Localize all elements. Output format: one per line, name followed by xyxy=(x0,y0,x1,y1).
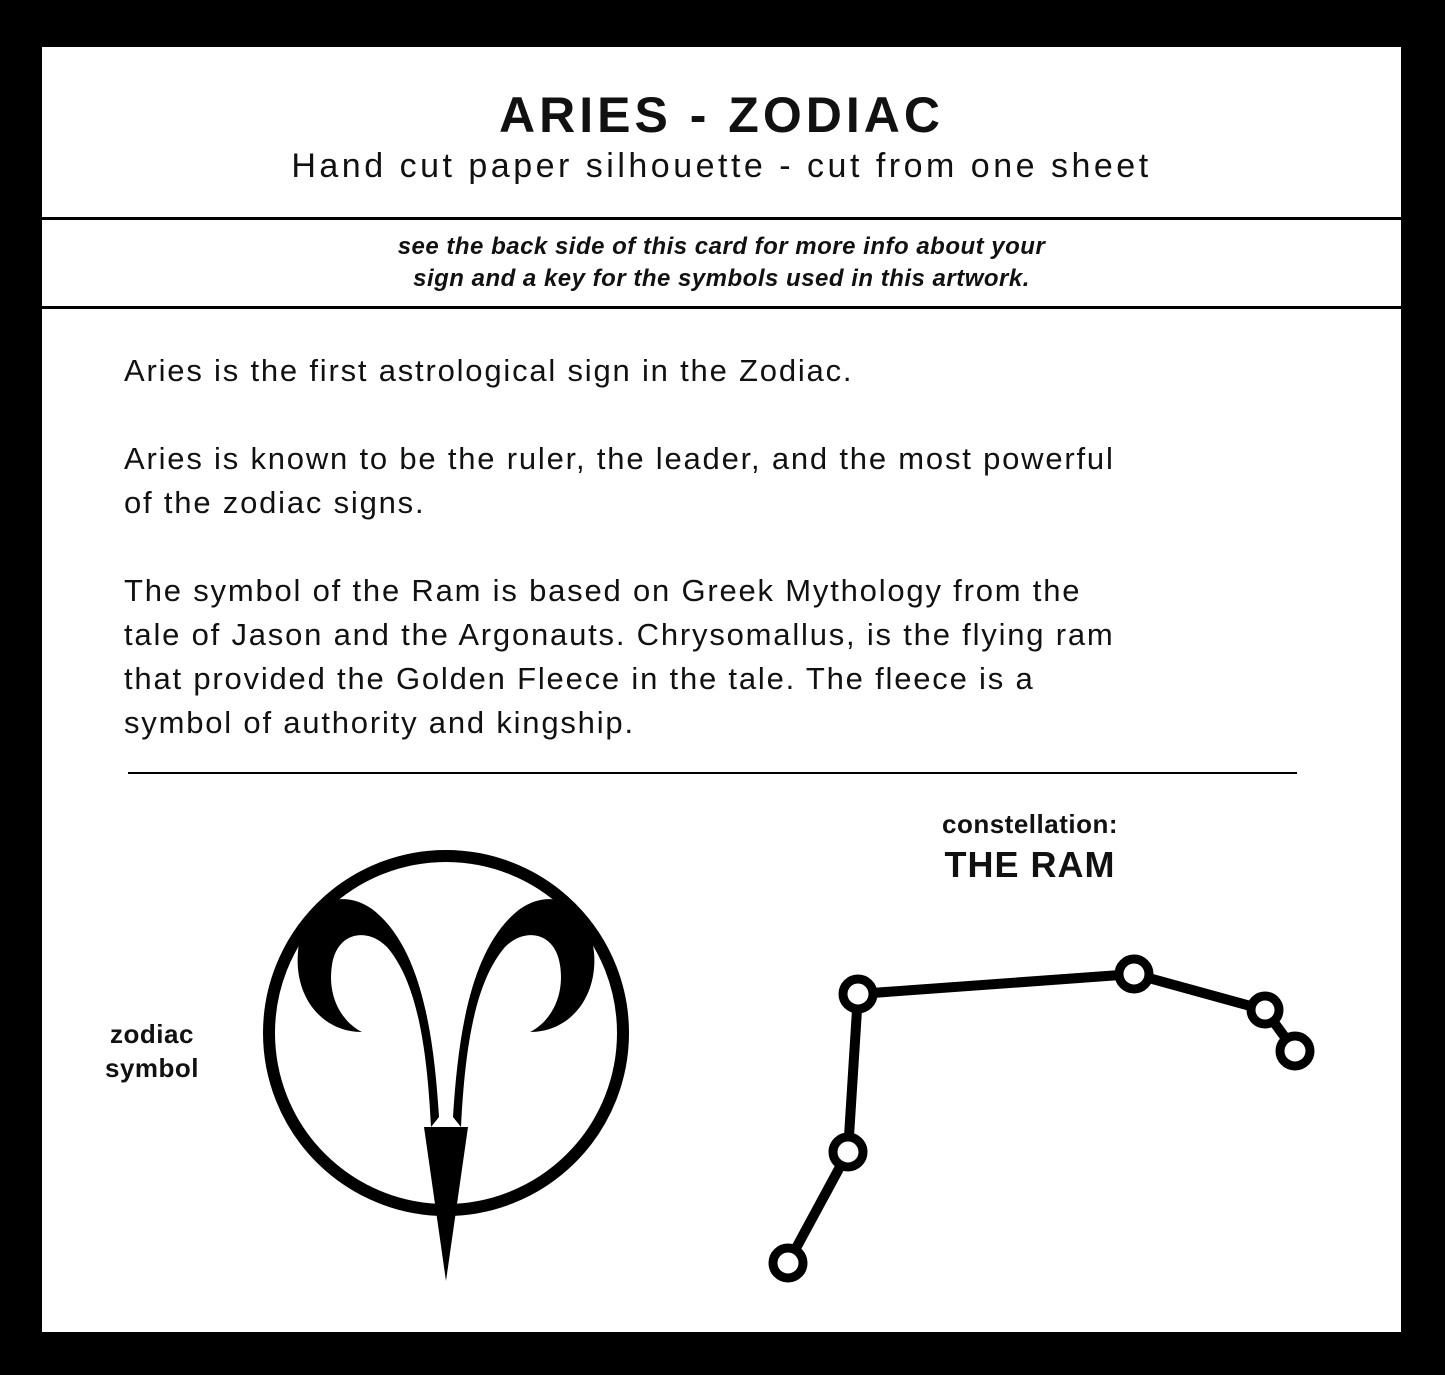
paragraph-ruler-line-1: Aries is known to be the ruler, the leader, and the most powerful xyxy=(124,441,1115,476)
aries-symbol-icon xyxy=(269,856,623,1281)
paragraph-myth-line-1: The symbol of the Ram is based on Greek Mythology from the xyxy=(124,573,1082,608)
paragraph-ruler-line-2: of the zodiac signs. xyxy=(124,485,426,520)
zodiac-label-line-1: zodiac xyxy=(110,1019,194,1049)
paragraph-intro-text: Aries is the first astrological sign in the Zodiac. xyxy=(124,353,854,388)
zodiac-label-line-2: symbol xyxy=(104,1053,200,1083)
star-icon xyxy=(833,1137,863,1167)
constellation-name: THE RAM xyxy=(944,844,1116,885)
star-icon xyxy=(1251,996,1279,1024)
note-line-2: sign and a key for the symbols used in this artwork. xyxy=(413,265,1030,292)
star-icon xyxy=(773,1248,803,1278)
info-card xyxy=(42,47,1401,1332)
paragraph-myth-line-3: that provided the Golden Fleece in the tale. The fleece is a xyxy=(124,661,1035,696)
star-icon xyxy=(1280,1036,1310,1066)
paragraph-myth-line-2: tale of Jason and the Argonauts. Chrysomallus, is the flying ram xyxy=(124,617,1115,652)
artwork-layer xyxy=(42,47,1401,1332)
star-icon xyxy=(843,979,873,1009)
constellation-icon xyxy=(788,974,1295,1263)
star-icon xyxy=(1119,959,1149,989)
paragraph-myth-line-4: symbol of authority and kingship. xyxy=(124,705,635,740)
note-line-1: see the back side of this card for more info about your xyxy=(397,233,1046,260)
card-title: ARIES - ZODIAC xyxy=(499,87,944,143)
constellation-label: constellation: xyxy=(941,809,1118,839)
card-subtitle: Hand cut paper silhouette - cut from one sheet xyxy=(291,147,1152,185)
